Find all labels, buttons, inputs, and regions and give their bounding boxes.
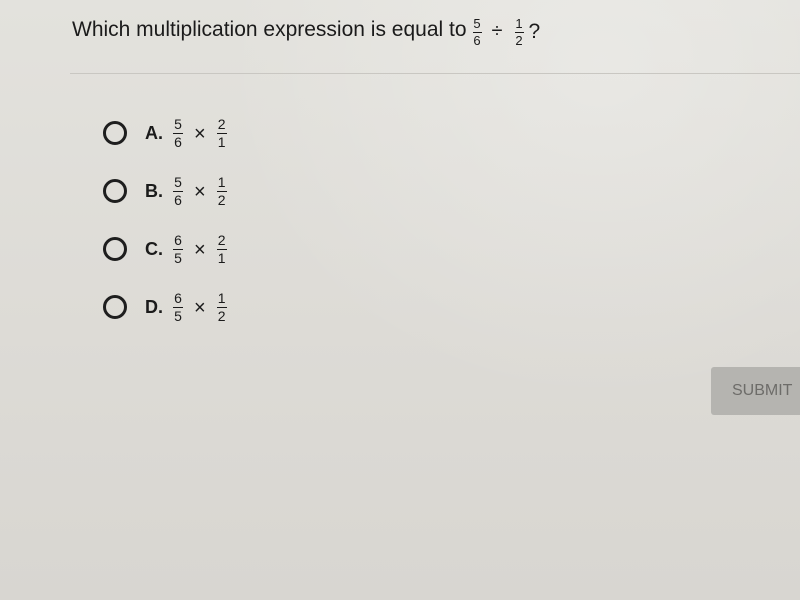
answer-option-a[interactable]: [103, 104, 229, 162]
fraction-denominator: 5: [174, 308, 182, 325]
fraction-numerator: 1: [217, 173, 226, 190]
fraction-numerator: 6: [174, 231, 182, 248]
option-letter: D.: [145, 296, 163, 317]
fraction-numerator: 5: [473, 16, 481, 31]
question-fraction-dividend: [473, 17, 482, 47]
fraction-numerator: 5: [174, 115, 182, 132]
question-text: Which multiplication expression is equal to: [72, 17, 467, 41]
fraction-denominator: 2: [217, 308, 226, 325]
answer-option-c[interactable]: [103, 220, 229, 278]
fraction-denominator: 1: [217, 134, 226, 151]
option-letter: C.: [145, 238, 163, 259]
fraction-denominator: 6: [473, 33, 481, 49]
answer-options: [103, 104, 229, 336]
question-prompt: [72, 14, 541, 49]
option-letter: A.: [145, 122, 163, 143]
option-fraction-left: [173, 291, 183, 323]
option-fraction-right: [217, 175, 227, 207]
fraction-numerator: 1: [515, 16, 523, 31]
option-fraction-right: [217, 233, 227, 265]
question-divider: [70, 73, 800, 74]
fraction-numerator: 2: [217, 231, 226, 248]
fraction-numerator: 2: [217, 115, 226, 132]
option-fraction-left: [173, 117, 183, 149]
answer-option-b[interactable]: [103, 162, 229, 220]
fraction-numerator: 5: [174, 173, 182, 190]
radio-button-icon[interactable]: [103, 179, 127, 203]
fraction-denominator: 1: [217, 250, 226, 267]
radio-button-icon[interactable]: [103, 121, 127, 145]
fraction-denominator: 6: [174, 192, 182, 209]
option-fraction-right: [217, 117, 227, 149]
fraction-denominator: 2: [515, 33, 523, 49]
fraction-numerator: 1: [217, 289, 226, 306]
radio-button-icon[interactable]: [103, 295, 127, 319]
question-fraction-divisor: [515, 17, 524, 47]
answer-option-d[interactable]: [103, 278, 229, 336]
question-mark: ?: [528, 19, 541, 43]
multiplication-sign: ×: [194, 296, 206, 319]
fraction-denominator: 6: [174, 134, 182, 151]
multiplication-sign: ×: [194, 238, 206, 261]
option-fraction-left: [173, 233, 183, 265]
option-letter: B.: [145, 180, 163, 201]
multiplication-sign: ×: [194, 122, 206, 145]
multiplication-sign: ×: [194, 180, 206, 203]
option-fraction-right: [217, 291, 227, 323]
radio-button-icon[interactable]: [103, 237, 127, 261]
submit-button[interactable]: SUBMIT: [711, 367, 800, 415]
option-fraction-left: [173, 175, 183, 207]
fraction-numerator: 6: [174, 289, 182, 306]
fraction-denominator: 5: [174, 250, 182, 267]
division-sign: ÷: [491, 20, 503, 43]
fraction-denominator: 2: [217, 192, 226, 209]
